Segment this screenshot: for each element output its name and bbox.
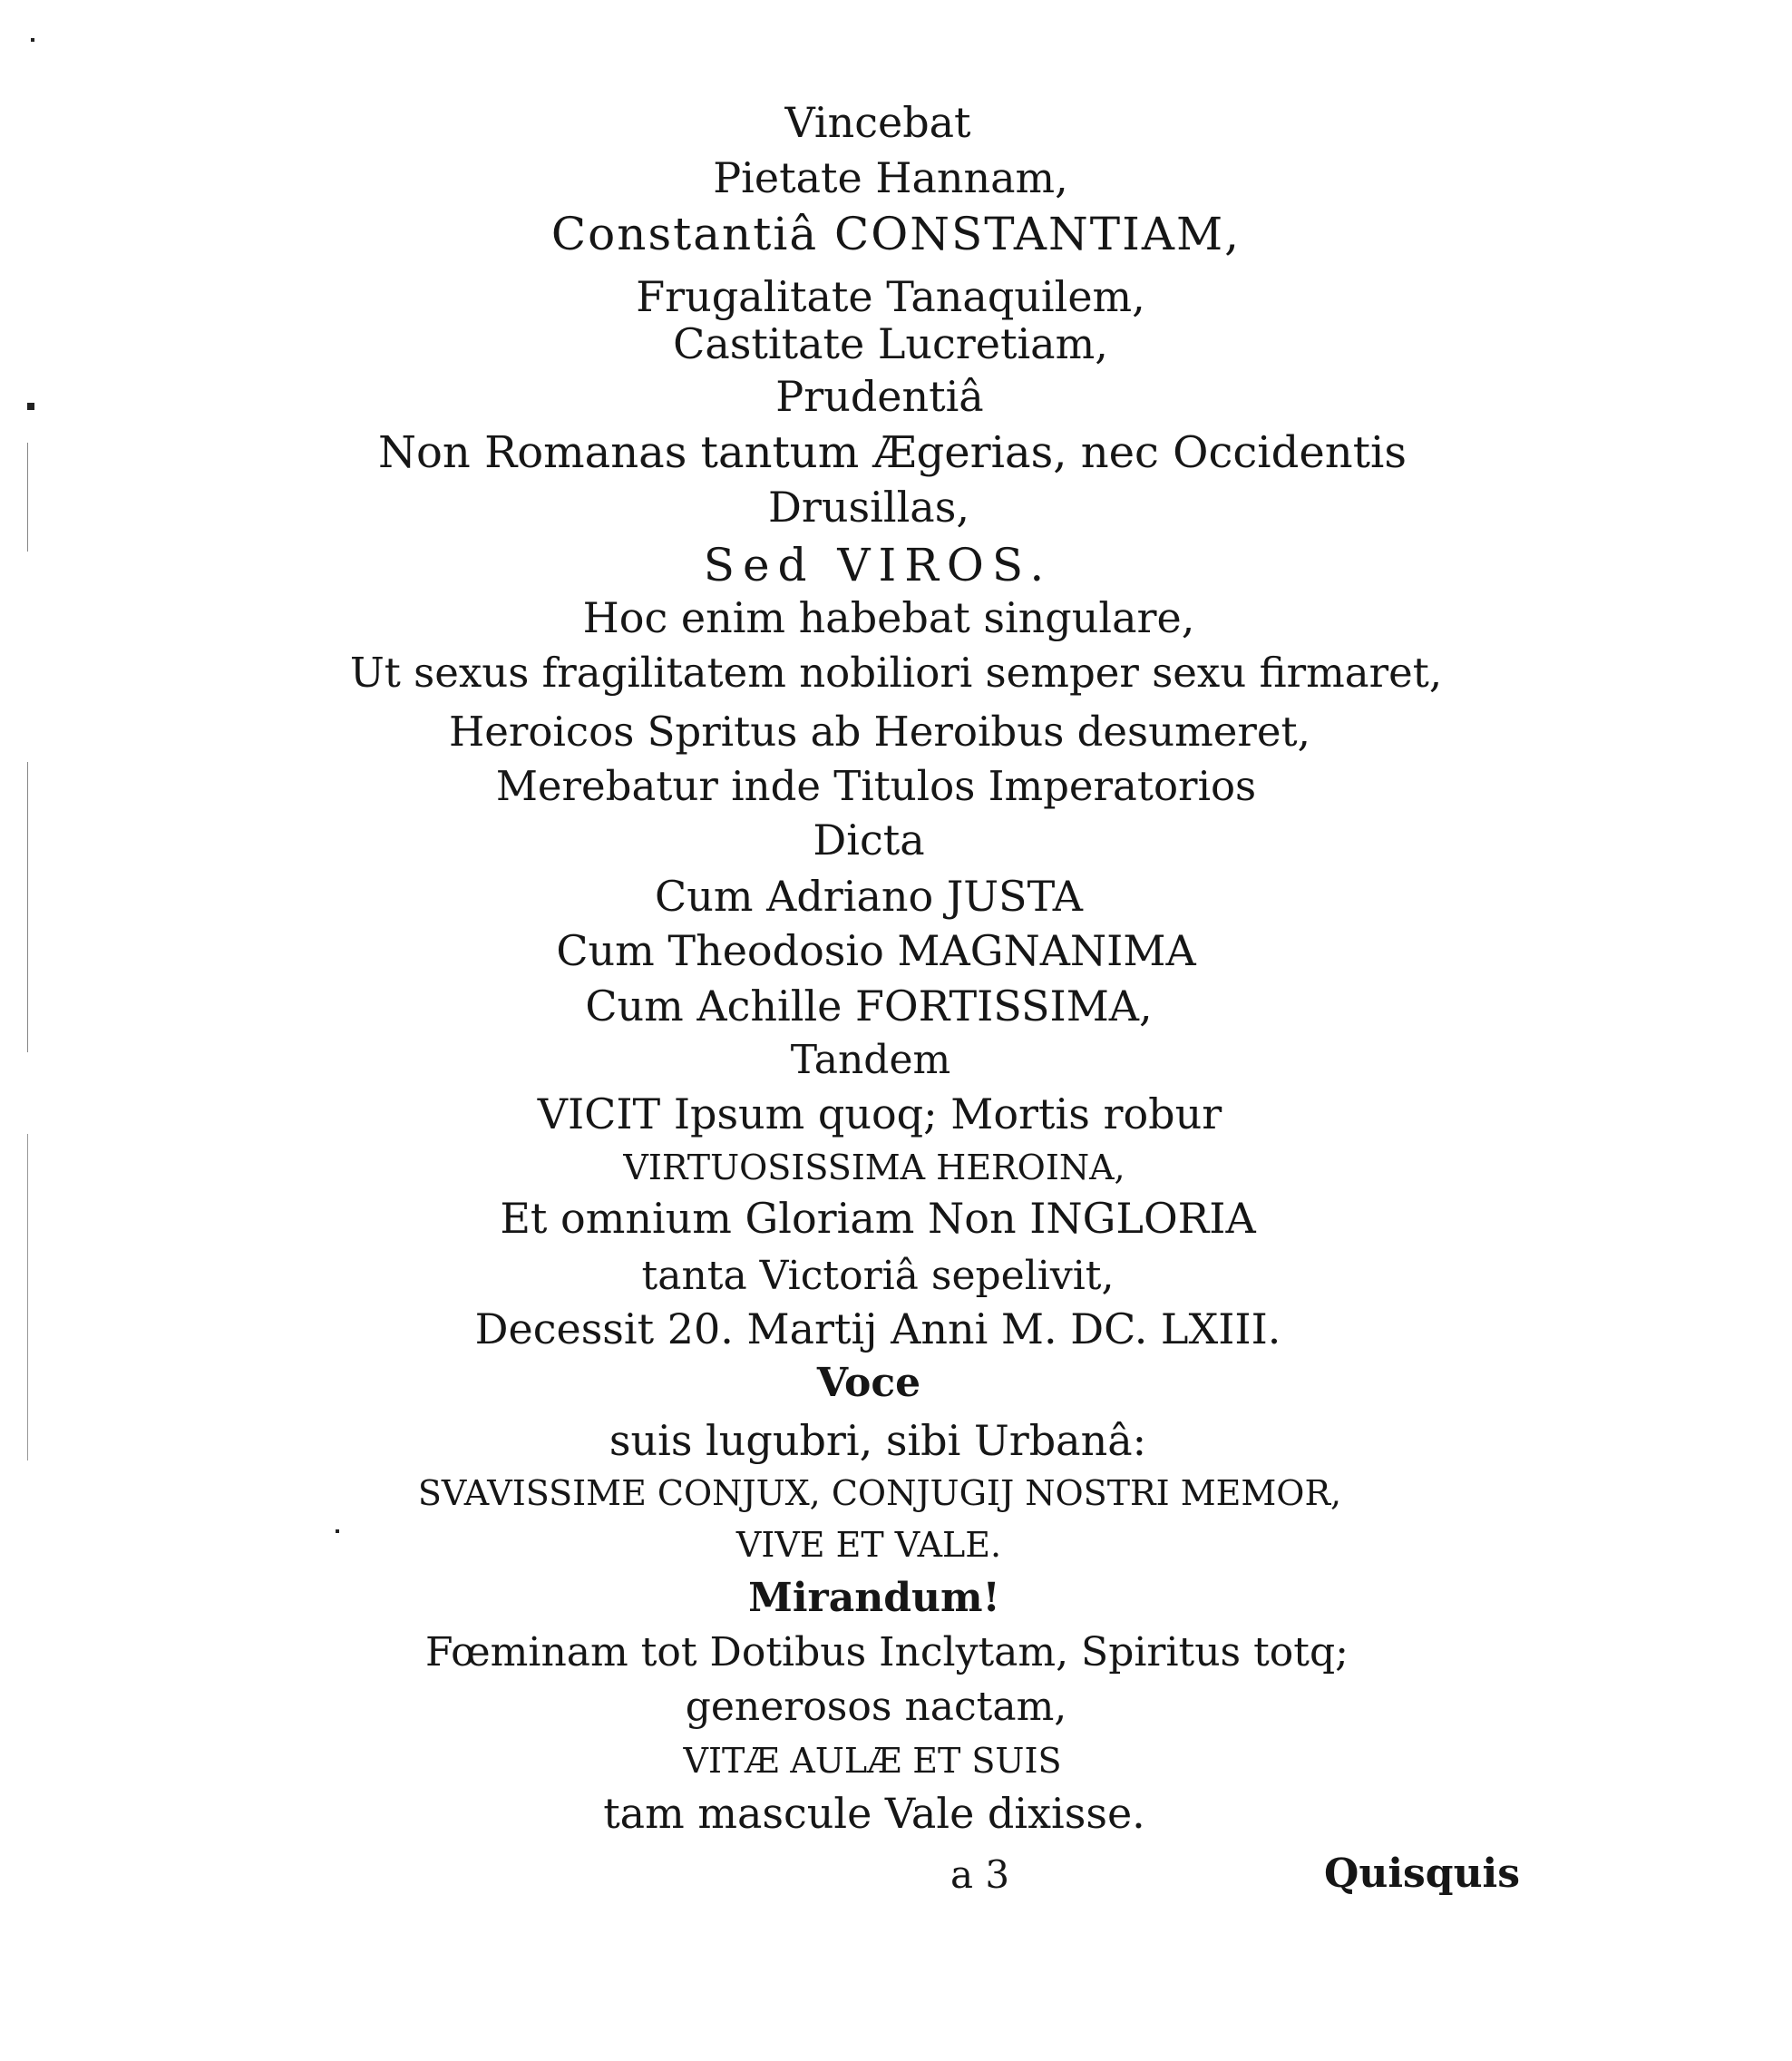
- text-line: Hoc enim habebat singulare,: [582, 593, 1195, 642]
- gutter-line: [27, 1134, 28, 1460]
- signature-mark: a 3: [950, 1852, 1010, 1897]
- gutter-line: [27, 762, 28, 1052]
- scan-speck: [31, 38, 34, 42]
- text-line: Fœminam tot Dotibus Inclytam, Spiritus totq;: [425, 1629, 1349, 1675]
- text-line: Dicta: [813, 816, 925, 864]
- text-line: VIVE ET VALE.: [735, 1525, 1002, 1565]
- gutter-line: [27, 443, 28, 552]
- text-line: Castitate Lucretiam,: [673, 319, 1108, 368]
- text-line: Ut sexus fragilitatem nobiliori semper sexu firmaret,: [349, 649, 1443, 697]
- text-line: Voce: [816, 1360, 921, 1406]
- text-line: Merebatur inde Titulos Imperatorios: [495, 762, 1257, 810]
- text-line: Drusillas,: [768, 483, 969, 532]
- text-line: Non Romanas tantum Ægerias, nec Occidentis: [378, 427, 1407, 478]
- text-line: Cum Achille FORTISSIMA,: [585, 982, 1153, 1030]
- text-line: Vincebat: [784, 98, 971, 147]
- text-line: Et omnium Gloriam Non INGLORIA: [500, 1194, 1256, 1243]
- text-line: Cum Adriano JUSTA: [655, 872, 1083, 921]
- text-line: generosos nactam,: [685, 1684, 1067, 1730]
- text-line: VITÆ AULÆ ET SUIS: [683, 1741, 1062, 1781]
- text-line: Sed VIROS.: [703, 539, 1053, 591]
- text-line: Prudentiâ: [775, 372, 984, 421]
- text-line: Cum Theodosio MAGNANIMA: [556, 926, 1196, 975]
- text-line: Mirandum!: [748, 1575, 1000, 1621]
- text-line: Tandem: [790, 1037, 951, 1083]
- text-line: Constantiâ CONSTANTIAM,: [550, 208, 1242, 260]
- text-line: Frugalitate Tanaquilem,: [636, 272, 1145, 321]
- text-line: Pietate Hannam,: [713, 153, 1068, 202]
- scan-speck: [336, 1529, 339, 1533]
- text-line: SVAVISSIME CONJUX, CONJUGIJ NOSTRI MEMOR,: [417, 1473, 1342, 1513]
- text-line: tam mascule Vale dixisse.: [603, 1789, 1145, 1838]
- text-line: VICIT Ipsum quoq; Mortis robur: [537, 1089, 1222, 1138]
- text-line: Decessit 20. Martij Anni M. DC. LXIII.: [474, 1304, 1281, 1353]
- scan-speck: [27, 403, 34, 410]
- text-line: suis lugubri, sibi Urbanâ:: [609, 1416, 1147, 1465]
- catchword: Quisquis: [1324, 1851, 1521, 1897]
- text-line: Heroicos Spritus ab Heroibus desumeret,: [449, 708, 1310, 756]
- text-line: tanta Victoriâ sepelivit,: [641, 1253, 1115, 1299]
- text-line: VIRTUOSISSIMA HEROINA,: [623, 1148, 1125, 1187]
